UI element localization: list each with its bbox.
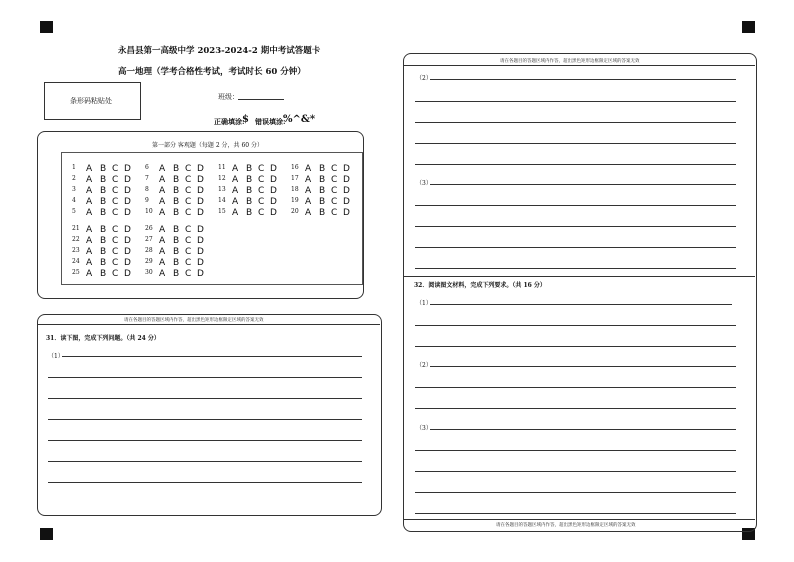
answer-bubble-d[interactable]: D — [124, 225, 131, 235]
answer-bubble-c[interactable]: C — [112, 225, 119, 235]
answer-bubble-a[interactable]: A — [159, 186, 166, 196]
q31-part2-line[interactable] — [415, 122, 736, 123]
answer-bubble-d[interactable]: D — [124, 269, 131, 279]
barcode-area — [44, 82, 141, 120]
question-number: 4 — [72, 197, 76, 204]
answer-bubble-d[interactable]: D — [124, 247, 131, 257]
answer-bubble-b[interactable]: B — [246, 186, 253, 196]
answer-bubble-a[interactable]: A — [232, 197, 239, 207]
q31-answer-line[interactable] — [48, 440, 362, 441]
correct-fill-example: $ — [242, 114, 249, 125]
answer-bubble-c[interactable]: C — [185, 208, 192, 218]
q32-part3-line[interactable] — [415, 492, 736, 493]
answer-bubble-b[interactable]: B — [246, 164, 253, 174]
question-number: 26 — [145, 225, 153, 232]
answer-bubble-a[interactable]: A — [86, 269, 93, 279]
question-number: 8 — [145, 186, 149, 193]
q32-part2-line[interactable] — [430, 366, 736, 367]
answer-bubble-b[interactable]: B — [100, 236, 107, 246]
answer-bubble-d[interactable]: D — [197, 225, 204, 235]
answer-bubble-b[interactable]: B — [319, 164, 326, 174]
answer-bubble-a[interactable]: A — [86, 208, 93, 218]
answer-bubble-c[interactable]: C — [258, 208, 265, 218]
q32-part1-label: （1） — [416, 300, 432, 307]
answer-bubble-b[interactable]: B — [100, 269, 107, 279]
question-number: 30 — [145, 269, 153, 276]
q32-title: 32．阅读图文材料，完成下列要求。（共 16 分） — [414, 282, 546, 289]
answer-bubble-b[interactable]: B — [173, 236, 180, 246]
answer-bubble-d[interactable]: D — [197, 269, 204, 279]
answer-bubble-b[interactable]: B — [319, 197, 326, 207]
answer-bubble-b[interactable]: B — [319, 186, 326, 196]
answer-bubble-c[interactable]: C — [112, 258, 119, 268]
answer-bubble-b[interactable]: B — [100, 164, 107, 174]
answer-bubble-d[interactable]: D — [343, 208, 350, 218]
answer-bubble-c[interactable]: C — [185, 247, 192, 257]
answer-bubble-b[interactable]: B — [319, 208, 326, 218]
answer-bubble-a[interactable]: A — [159, 164, 166, 174]
answer-bubble-d[interactable]: D — [197, 236, 204, 246]
right-bottom-area-notice: 请在各题目的答题区域内作答，超出黑色矩形边框限定区域的答案无效 — [496, 523, 636, 528]
question-number: 13 — [218, 186, 226, 193]
bubble-grid — [61, 152, 363, 285]
q32-part2-label: （2） — [416, 362, 432, 369]
question-number: 23 — [72, 247, 80, 254]
right-top-area-notice: 请在各题目的答题区域内作答，超出黑色矩形边框限定区域的答案无效 — [500, 59, 640, 64]
question-number: 9 — [145, 197, 149, 204]
correct-fill-label: 正确填涂: — [214, 117, 245, 126]
answer-bubble-d[interactable]: D — [197, 197, 204, 207]
answer-bubble-c[interactable]: C — [258, 186, 265, 196]
answer-bubble-a[interactable]: A — [159, 197, 166, 207]
answer-bubble-d[interactable]: D — [197, 164, 204, 174]
answer-bubble-d[interactable]: D — [343, 164, 350, 174]
q31-answer-line[interactable] — [48, 482, 362, 483]
answer-bubble-d[interactable]: D — [124, 258, 131, 268]
answer-bubble-a[interactable]: A — [159, 269, 166, 279]
answer-bubble-a[interactable]: A — [305, 186, 312, 196]
answer-bubble-b[interactable]: B — [100, 186, 107, 196]
answer-bubble-a[interactable]: A — [159, 225, 166, 235]
question-number: 20 — [291, 208, 299, 215]
answer-bubble-c[interactable]: C — [185, 236, 192, 246]
answer-bubble-c[interactable]: C — [112, 269, 119, 279]
answer-bubble-a[interactable]: A — [86, 258, 93, 268]
objective-title: 第一部分 客观题（每题 2 分，共 60 分） — [152, 142, 263, 149]
class-field[interactable] — [238, 99, 284, 100]
question-number: 10 — [145, 208, 153, 215]
question-number: 5 — [72, 208, 76, 215]
wrong-fill-label: 错误填涂: — [255, 117, 286, 126]
answer-bubble-d[interactable]: D — [197, 175, 204, 185]
answer-bubble-d[interactable]: D — [270, 197, 277, 207]
answer-bubble-b[interactable]: B — [173, 247, 180, 257]
q31-answer-line[interactable] — [48, 398, 362, 399]
q31-answer-line[interactable] — [48, 377, 362, 378]
exam-subtitle: 高一地理（学考合格性考试，考试时长 60 分钟） — [118, 67, 306, 77]
answer-bubble-a[interactable]: A — [86, 186, 93, 196]
answer-bubble-a[interactable]: A — [86, 164, 93, 174]
answer-bubble-a[interactable]: A — [232, 208, 239, 218]
q31-part1-label: （1） — [48, 353, 64, 360]
q32-part3-label: （3） — [416, 425, 432, 432]
answer-bubble-a[interactable]: A — [86, 225, 93, 235]
answer-bubble-c[interactable]: C — [112, 186, 119, 196]
question-number: 7 — [145, 175, 149, 182]
answer-bubble-b[interactable]: B — [319, 175, 326, 185]
answer-bubble-a[interactable]: A — [159, 258, 166, 268]
answer-bubble-d[interactable]: D — [270, 164, 277, 174]
q31-part3-line[interactable] — [430, 184, 736, 185]
question-number: 15 — [218, 208, 226, 215]
answer-bubble-d[interactable]: D — [197, 258, 204, 268]
q32-part3-line[interactable] — [415, 471, 736, 472]
right-top-divider — [403, 65, 755, 66]
q31-answer-line[interactable] — [48, 461, 362, 462]
q31-part2-line[interactable] — [430, 79, 736, 80]
q32-part2-line[interactable] — [415, 387, 736, 388]
answer-bubble-a[interactable]: A — [305, 175, 312, 185]
question-number: 11 — [218, 164, 226, 171]
question-number: 3 — [72, 186, 76, 193]
right-bottom-divider — [403, 519, 755, 520]
question-number: 1 — [72, 164, 76, 171]
answer-bubble-c[interactable]: C — [112, 164, 119, 174]
answer-bubble-d[interactable]: D — [197, 186, 204, 196]
q32-part3-line[interactable] — [415, 450, 736, 451]
q31-part3-line[interactable] — [415, 268, 736, 269]
answer-bubble-b[interactable]: B — [173, 208, 180, 218]
answer-bubble-a[interactable]: A — [86, 247, 93, 257]
answer-bubble-c[interactable]: C — [185, 197, 192, 207]
answer-bubble-c[interactable]: C — [331, 164, 338, 174]
answer-bubble-b[interactable]: B — [100, 208, 107, 218]
q32-part1-line[interactable] — [415, 346, 736, 347]
answer-bubble-a[interactable]: A — [305, 164, 312, 174]
answer-bubble-d[interactable]: D — [124, 197, 131, 207]
answer-bubble-c[interactable]: C — [185, 164, 192, 174]
q31-answer-line[interactable] — [62, 356, 362, 357]
answer-bubble-c[interactable]: C — [185, 269, 192, 279]
q31-part2-line[interactable] — [415, 164, 736, 165]
answer-bubble-d[interactable]: D — [124, 208, 131, 218]
question-number: 19 — [291, 197, 299, 204]
answer-bubble-c[interactable]: C — [112, 208, 119, 218]
q31-part3-label: （3） — [416, 180, 432, 187]
q32-part1-line[interactable] — [430, 304, 732, 305]
question-number: 12 — [218, 175, 226, 182]
answer-bubble-b[interactable]: B — [100, 175, 107, 185]
question-number: 2 — [72, 175, 76, 182]
answer-bubble-b[interactable]: B — [173, 175, 180, 185]
q32-section-divider — [403, 276, 755, 277]
question-number: 14 — [218, 197, 226, 204]
answer-bubble-c[interactable]: C — [331, 186, 338, 196]
answer-bubble-b[interactable]: B — [173, 258, 180, 268]
question-number: 21 — [72, 225, 80, 232]
q31-header-divider — [37, 324, 380, 325]
question-number: 28 — [145, 247, 153, 254]
answer-bubble-c[interactable]: C — [112, 236, 119, 246]
q32-part2-line[interactable] — [415, 408, 736, 409]
q31-part3-line[interactable] — [415, 226, 736, 227]
answer-bubble-d[interactable]: D — [270, 208, 277, 218]
answer-bubble-a[interactable]: A — [159, 247, 166, 257]
answer-bubble-c[interactable]: C — [331, 175, 338, 185]
answer-bubble-c[interactable]: C — [258, 175, 265, 185]
q31-title: 31．读下图，完成下列问题。（共 24 分） — [46, 335, 160, 342]
answer-bubble-c[interactable]: C — [112, 247, 119, 257]
answer-bubble-a[interactable]: A — [86, 197, 93, 207]
answer-bubble-b[interactable]: B — [100, 225, 107, 235]
answer-bubble-c[interactable]: C — [112, 197, 119, 207]
answer-bubble-c[interactable]: C — [185, 258, 192, 268]
question-number: 16 — [291, 164, 299, 171]
q32-part1-line[interactable] — [415, 325, 736, 326]
answer-bubble-b[interactable]: B — [173, 186, 180, 196]
answer-bubble-b[interactable]: B — [100, 247, 107, 257]
right-answer-area — [403, 53, 757, 532]
answer-bubble-a[interactable]: A — [159, 175, 166, 185]
corner-mark-top-right — [742, 21, 755, 33]
q31-answer-line[interactable] — [48, 419, 362, 420]
answer-bubble-a[interactable]: A — [86, 236, 93, 246]
q31-part2-label: （2） — [416, 75, 432, 82]
answer-bubble-a[interactable]: A — [159, 208, 166, 218]
q31-area-notice: 请在各题目的答题区域内作答，超出黑色矩形边框限定区域的答案无效 — [124, 318, 264, 323]
answer-bubble-c[interactable]: C — [258, 164, 265, 174]
answer-bubble-a[interactable]: A — [305, 208, 312, 218]
q31-part2-line[interactable] — [415, 101, 736, 102]
answer-bubble-b[interactable]: B — [246, 197, 253, 207]
answer-bubble-c[interactable]: C — [185, 225, 192, 235]
q31-part3-line[interactable] — [415, 205, 736, 206]
answer-bubble-c[interactable]: C — [185, 186, 192, 196]
corner-mark-bottom-left — [40, 528, 53, 540]
answer-bubble-a[interactable]: A — [232, 175, 239, 185]
exam-title: 永昌县第一高级中学 2023-2024-2 期中考试答题卡 — [118, 46, 321, 56]
question-number: 27 — [145, 236, 153, 243]
answer-bubble-c[interactable]: C — [112, 175, 119, 185]
q31-part2-line[interactable] — [415, 143, 736, 144]
question-number: 18 — [291, 186, 299, 193]
question-number: 6 — [145, 164, 149, 171]
q32-part3-line[interactable] — [415, 513, 736, 514]
answer-bubble-d[interactable]: D — [197, 208, 204, 218]
answer-bubble-b[interactable]: B — [173, 269, 180, 279]
answer-bubble-a[interactable]: A — [86, 175, 93, 185]
q32-part3-line[interactable] — [430, 429, 736, 430]
class-label: 班级： — [218, 93, 239, 101]
answer-bubble-d[interactable]: D — [124, 236, 131, 246]
answer-bubble-b[interactable]: B — [173, 197, 180, 207]
answer-bubble-a[interactable]: A — [232, 164, 239, 174]
question-number: 25 — [72, 269, 80, 276]
answer-bubble-a[interactable]: A — [159, 236, 166, 246]
question-number: 17 — [291, 175, 299, 182]
answer-bubble-c[interactable]: C — [331, 208, 338, 218]
question-number: 22 — [72, 236, 80, 243]
answer-bubble-d[interactable]: D — [270, 186, 277, 196]
answer-bubble-b[interactable]: B — [173, 164, 180, 174]
answer-bubble-b[interactable]: B — [246, 208, 253, 218]
question-number: 24 — [72, 258, 80, 265]
answer-bubble-c[interactable]: C — [258, 197, 265, 207]
answer-bubble-d[interactable]: D — [124, 175, 131, 185]
answer-bubble-d[interactable]: D — [343, 197, 350, 207]
answer-bubble-a[interactable]: A — [232, 186, 239, 196]
q31-part3-line[interactable] — [415, 247, 736, 248]
question-number: 29 — [145, 258, 153, 265]
answer-bubble-b[interactable]: B — [100, 258, 107, 268]
answer-bubble-d[interactable]: D — [197, 247, 204, 257]
answer-bubble-d[interactable]: D — [343, 186, 350, 196]
answer-bubble-d[interactable]: D — [124, 186, 131, 196]
wrong-fill-example: %^&* — [283, 114, 316, 125]
barcode-label: 条形码粘贴处 — [70, 97, 112, 105]
answer-bubble-c[interactable]: C — [331, 197, 338, 207]
answer-bubble-b[interactable]: B — [246, 175, 253, 185]
corner-mark-top-left — [40, 21, 53, 33]
q31-answer-area — [37, 314, 382, 516]
answer-bubble-b[interactable]: B — [100, 197, 107, 207]
answer-bubble-a[interactable]: A — [305, 197, 312, 207]
answer-bubble-d[interactable]: D — [124, 164, 131, 174]
answer-bubble-d[interactable]: D — [343, 175, 350, 185]
answer-bubble-c[interactable]: C — [185, 175, 192, 185]
answer-bubble-d[interactable]: D — [270, 175, 277, 185]
answer-bubble-b[interactable]: B — [173, 225, 180, 235]
